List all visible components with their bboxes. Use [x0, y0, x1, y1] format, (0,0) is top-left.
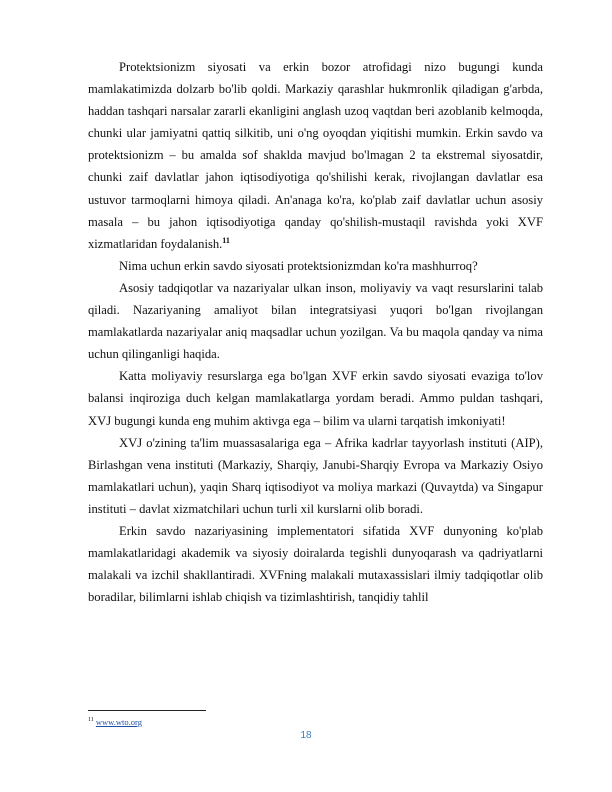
paragraph-1-text: Protektsionizm siyosati va erkin bozor atrofidagi nizo bugungi kunda mamlakatimizda dolzarb bo'lib qoldi. Markaziy qarashlar hukmronlik qiladigan g'arbda, haddan tashqari narsalar zararli ekanligini anglash uzoq vaqtdan beri azoblanib kelmoqda, chunki ular jamiyatni qattiq silkitib, uni o'ng oyoqdan yiqitishi mumkin. Erkin savdo va protektsionizm – bu amalda sof shaklda mavjud bo'lmagan 2 ta ekstremal siyosatdir, chunki zaif davlatlar jahon iqtisodiyotiga qo'shilishi kerak, rivojlangan davlatlar esa ustuvor tarmoqlarni himoya qiladi. An'anaga ko'ra, ko'plab zaif davlatlar uchun asosiy masala – bu jahon iqtisodiyotiga qanday qo'shilish-mustaqil ravishda yoki XVF xizmatlaridan foydalanish.: [88, 60, 543, 251]
paragraph-3: Asosiy tadqiqotlar va nazariyalar ulkan inson, moliyaviy va vaqt resurslarini talab qiladi. Nazariyaning amaliyot bilan integratsiyasi yuqori bo'lgan rivojlangan mamlakatlarda nazariyalar aniq maqsadlar uchun yozilgan. Va bu maqola qanday va nima uchun qilinganligi haqida.: [88, 280, 543, 362]
footnote-link[interactable]: www.wto.org: [95, 716, 142, 727]
footnote-reference[interactable]: 11: [222, 235, 230, 245]
page-number: 18: [300, 730, 312, 741]
paragraph-2: Nima uchun erkin savdo siyosati protektsionizmdan ko'ra mashhurroq?: [119, 258, 478, 273]
paragraph-6: Erkin savdo nazariyasining implementatori sifatida XVF dunyoning ko'plab mamlakatlaridagi akademik va siyosiy doiralarda tegishli dunyoqarash va qadriyatlarni malakali va izchil shakllantiradi. XVFning malakali mutaxassislari ilmiy tadqiqotlar olib boradilar, bilimlarni ishlab chiqish va tizimlashtirish, tanqidiy tahlil: [88, 523, 543, 605]
paragraph-5: XVJ o'zining ta'lim muassasalariga ega – Afrika kadrlar tayyorlash instituti (AIP), Birlashgan vena instituti (Markaziy, Sharqiy, Janubi-Sharqiy Evropa va Markaziy Osiyo mamlakatlari uchun), yaqin Sharq iqtisodiyot va moliya markazi (Quvaytda) va Singapur instituti – davlat xizmatchilari uchun turli xil kurslarni olib boradi.: [88, 435, 543, 516]
paragraph-1: [88, 56, 543, 255]
footnote-separator: [88, 710, 206, 711]
body-text: [88, 56, 543, 608]
footnote-number: 11: [88, 717, 94, 723]
paragraph-4: Katta moliyaviy resurslarga ega bo'lgan XVF erkin savdo siyosati evaziga to'lov balansi inqiroziga duch kelgan mamlakatlarga yordam beradi. Ammo puldan tashqari, XVJ bugungi kunda eng muhim aktivga ega – bilim va ularni tarqatish imkoniyati!: [88, 369, 543, 428]
footnote: [88, 714, 142, 728]
